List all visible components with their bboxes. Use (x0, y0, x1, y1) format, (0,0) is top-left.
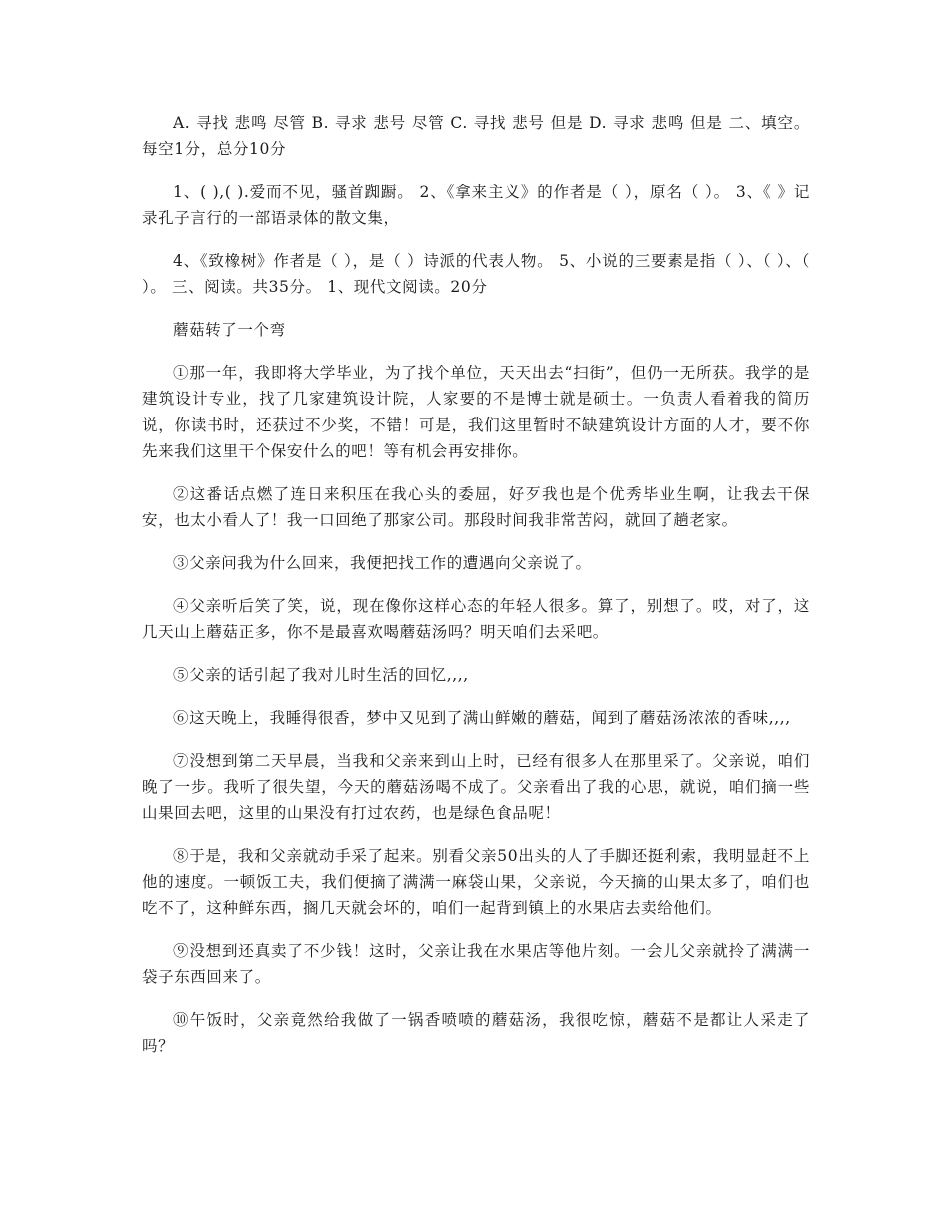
passage-paragraph-10: ⑩午饭时，父亲竟然给我做了一锅香喷喷的蘑菇汤，我很吃惊，蘑菇不是都让人采走了吗？ (142, 1011, 810, 1055)
passage-paragraph-8: ⑧于是，我和父亲就动手采了起来。别看父亲50出头的人了手脚还挺利索，我明显赶不上他的速度。一顿饭工夫，我们便摘了满满一麻袋山果，父亲说，今天摘的山果太多了，咱们也吃不了，这种鲜东西，搁几天就会坏的，咱们一起背到镇上的水果店去卖给他们。 (142, 847, 810, 917)
passage-paragraph-4: ④父亲听后笑了笑，说，现在像你这样心态的年轻人很多。算了，别想了。哎，对了，这几天山上蘑菇正多，你不是最喜欢喝蘑菇汤吗？明天咱们去采吧。 (142, 597, 810, 641)
reading-passage-title: 蘑菇转了一个弯 (173, 321, 286, 339)
passage-paragraph-9: ⑨没想到还真卖了不少钱！这时，父亲让我在水果店等他片刻。一会儿父亲就拎了满满一袋子东西回来了。 (142, 942, 810, 986)
passage-paragraph-5: ⑤父亲的话引起了我对儿时生活的回忆,,,, (173, 666, 469, 684)
passage-paragraph-2: ②这番话点燃了连日来积压在我心头的委屈，好歹我也是个优秀毕业生啊，让我去干保安，也太小看人了！我一口回绝了那家公司。那段时间我非常苦闷，就回了趟老家。 (142, 485, 810, 529)
passage-paragraph-6: ⑥这天晚上，我睡得很香，梦中又见到了满山鲜嫩的蘑菇，闻到了蘑菇汤浓浓的香味,,,, (173, 709, 791, 727)
fill-blank-questions-4-5-and-section-three-heading: 4、《致橡树》作者是（ ），是（ ）诗派的代表人物。 5、小说的三要素是指（ ）、（ ）、（ ）。 三、阅读。共35分。 1、现代文阅读。20分 (142, 252, 810, 296)
passage-paragraph-3: ③父亲问我为什么回来，我便把找工作的遭遇向父亲说了。 (173, 554, 592, 572)
choice-options-and-section-two-heading: A. 寻找 悲鸣 尽管 B. 寻求 悲号 尽管 C. 寻找 悲号 但是 D. 寻求 悲鸣 但是 二、填空。每空1分，总分10分 (142, 114, 810, 158)
passage-paragraph-7: ⑦没想到第二天早晨，当我和父亲来到山上时，已经有很多人在那里采了。父亲说，咱们晚了一步。我听了很失望，今天的蘑菇汤喝不成了。父亲看出了我的心思，就说，咱们摘一些山果回去吧，这里的山果没有打过农药，也是绿色食品呢！ (142, 752, 810, 822)
passage-paragraph-1: ①那一年，我即将大学毕业，为了找个单位，天天出去“扫街”，但仍一无所获。我学的是建筑设计专业，找了几家建筑设计院，人家要的不是博士就是硕士。一负责人看着我的简历说，你读书时，还获过不少奖，不错！可是，我们这里暂时不缺建筑设计方面的人才，要不你先来我们这里干个保安什么的吧！等有机会再安排你。 (142, 364, 810, 460)
fill-blank-questions-1-3: 1、( ),( ).爱而不见，骚首踟蹰。 2、《拿来主义》的作者是（ ），原名（ ）。 3、《 》记录孔子言行的一部语录体的散文集， (142, 183, 810, 227)
